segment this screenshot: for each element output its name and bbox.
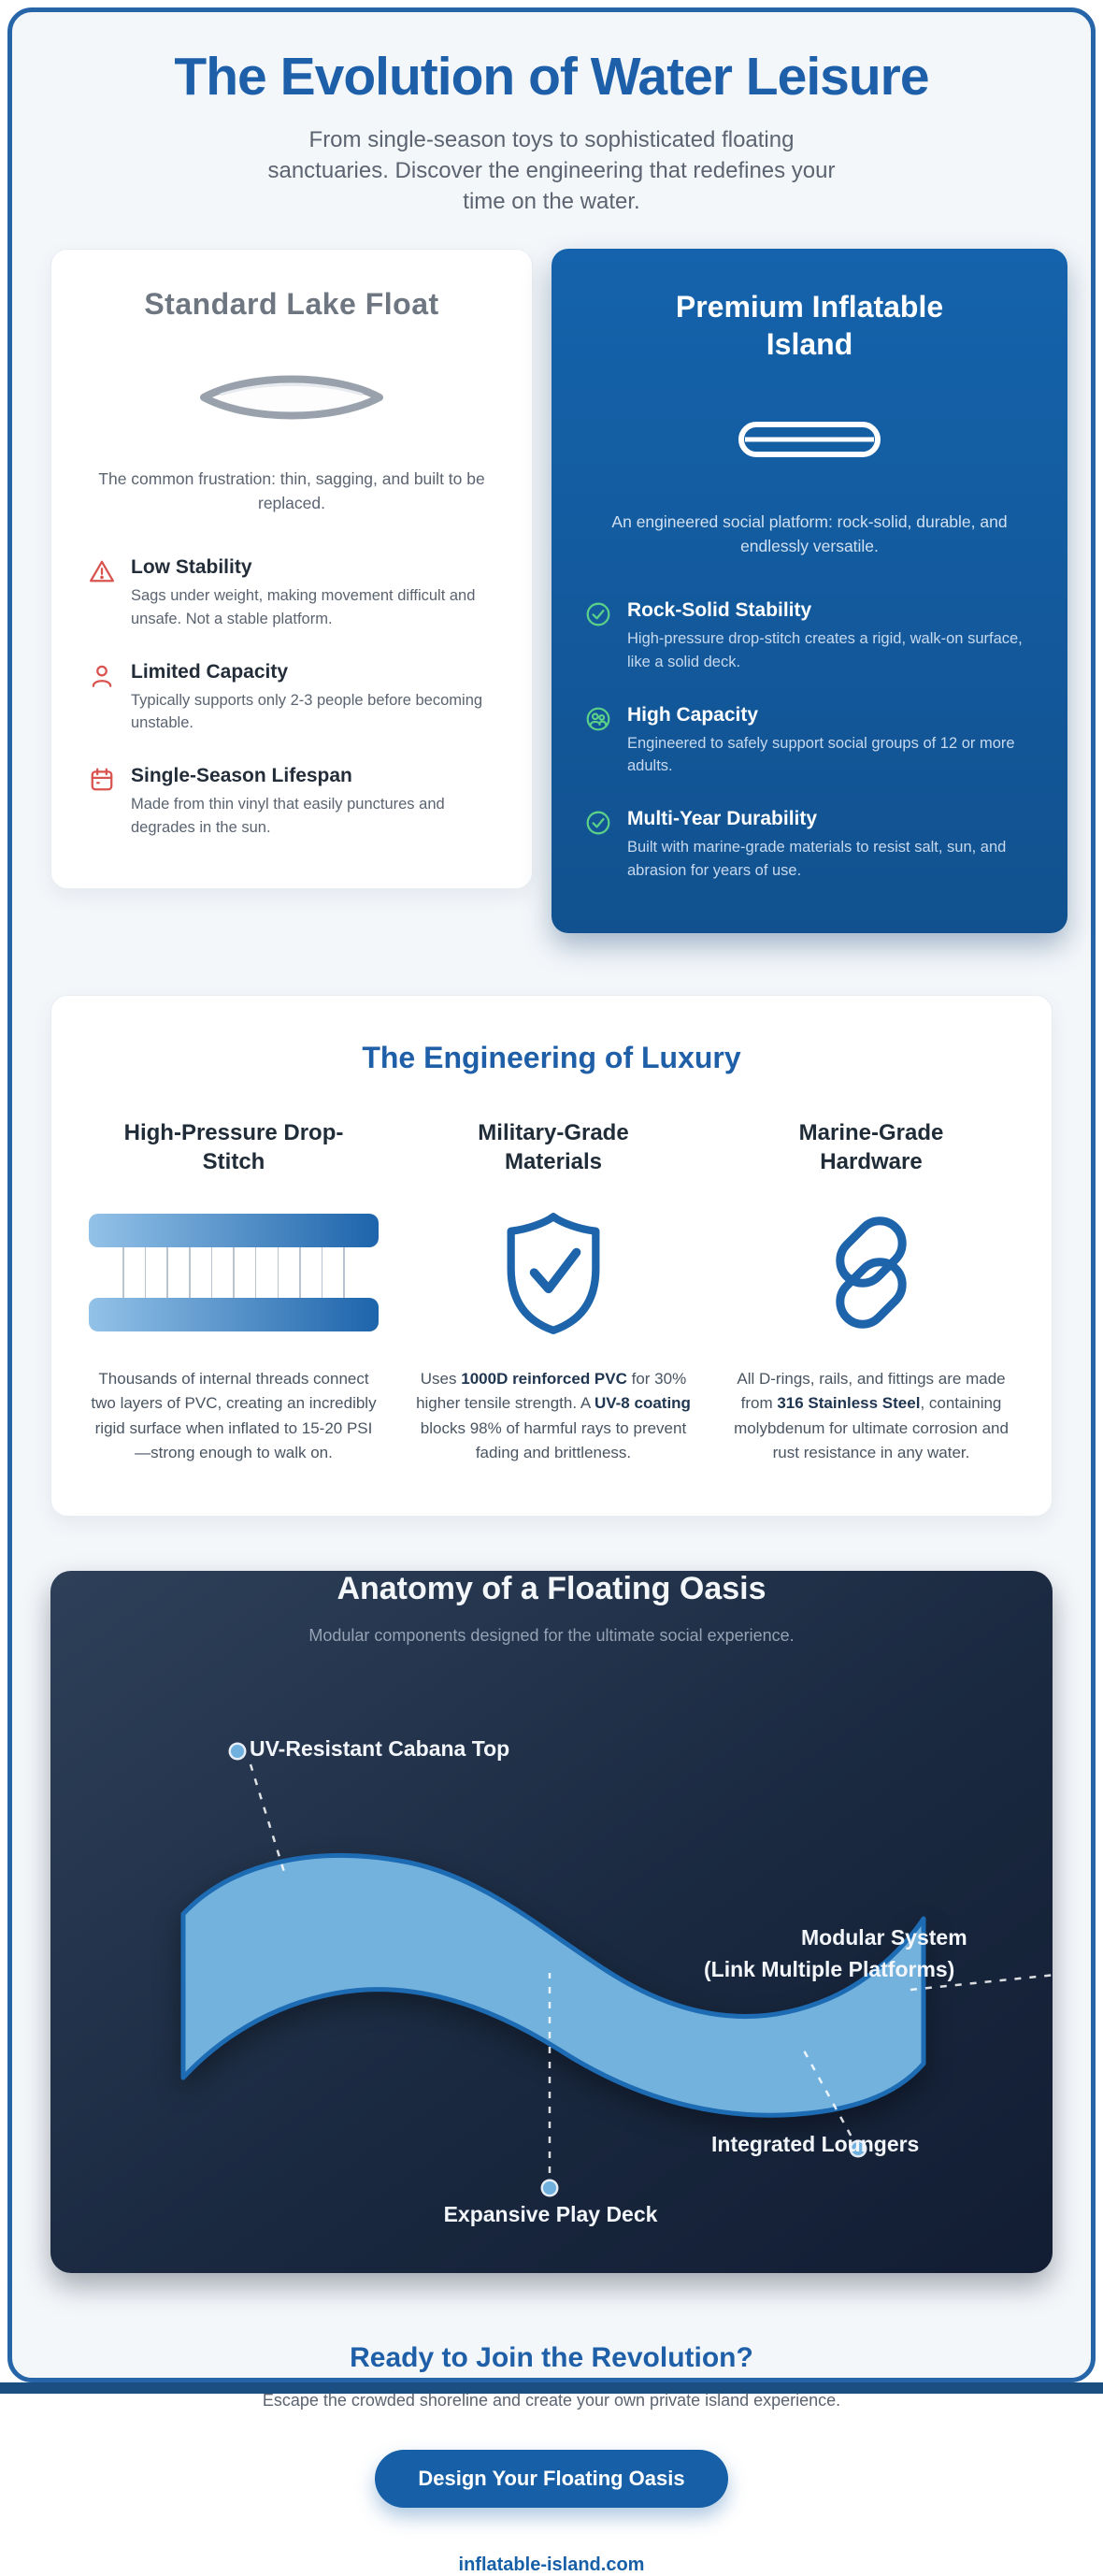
standard-card-title: Standard Lake Float	[144, 287, 439, 322]
premium-card-description: An engineered social platform: rock-solid, durable, and endlessly versatile.	[611, 512, 1008, 555]
check-circle-icon	[585, 808, 611, 883]
label-cabana-top: UV-Resistant Cabana Top	[250, 1736, 510, 1762]
engineering-column-dropstitch	[89, 1118, 379, 1466]
warning-triangle-icon	[89, 556, 115, 631]
label-play-deck: Expansive Play Deck	[443, 2202, 658, 2227]
engineering-title: The Engineering of Luxury	[362, 1040, 741, 1074]
page-frame	[7, 7, 1096, 2576]
column-title: Marine-Grade Hardware	[798, 1119, 944, 1174]
feature-text: Typically supports only 2-3 people before becoming unstable.	[131, 691, 483, 732]
list-item	[585, 704, 1039, 779]
list-item	[89, 556, 500, 631]
feature-text: Engineered to safely support social groups of 12 or more adults.	[627, 734, 1015, 775]
cta-title: Ready to Join the Revolution?	[350, 2342, 753, 2374]
website-domain: inflatable-island.com	[458, 2554, 645, 2576]
standard-card-description: The common frustration: thin, sagging, and built to be replaced.	[98, 469, 485, 512]
standard-feature-list	[83, 556, 500, 840]
comparison-section	[50, 249, 1053, 932]
design-oasis-button[interactable]: Design Your Floating Oasis	[375, 2450, 727, 2508]
users-circle-icon	[585, 704, 611, 779]
feature-title: Limited Capacity	[131, 660, 289, 683]
feature-title: Low Stability	[131, 556, 252, 579]
feature-text: Built with marine-grade materials to resist salt, sun, and abrasion for years of use.	[627, 839, 1007, 879]
feature-title: Single-Season Lifespan	[131, 765, 352, 787]
calendar-icon	[89, 765, 115, 840]
column-text: All D-rings, rails, and fittings are made from 316 Stainless Steel, containing molybdenum for ultimate corrosion and rust resistance in any water.	[734, 1369, 1009, 1461]
page-subtitle: From single-season toys to sophisticated floating sanctuaries. Discover the engineering that redefines your time on the water.	[267, 127, 836, 215]
shield-check-icon	[410, 1199, 696, 1346]
feature-title: Rock-Solid Stability	[627, 599, 812, 622]
feature-text: High-pressure drop-stitch creates a rigid, walk-on surface, like a solid deck.	[627, 630, 1023, 670]
deflated-float-icon	[83, 367, 500, 428]
anatomy-section	[50, 1571, 1053, 2273]
column-title: Military-Grade Materials	[478, 1119, 629, 1174]
label-integrated-loungers: Integrated Loungers	[711, 2132, 920, 2157]
check-circle-icon	[585, 599, 611, 674]
feature-text: Sags under weight, making movement difficult and unsafe. Not a stable platform.	[131, 587, 476, 627]
inflatable-platform-icon	[580, 421, 1039, 458]
standard-float-card	[50, 249, 533, 888]
list-item	[585, 808, 1039, 883]
list-item	[585, 599, 1039, 674]
list-item	[89, 765, 500, 840]
engineering-column-hardware	[728, 1118, 1014, 1466]
label-modular-system: Modular System (Link Multiple Platforms)	[704, 1925, 967, 1982]
column-text: Uses 1000D reinforced PVC for 30% higher tensile strength. A UV-8 coating blocks 98% of harmful rays to prevent fading and brittleness.	[416, 1369, 691, 1461]
page-header	[12, 12, 1091, 217]
person-icon	[89, 661, 115, 736]
feature-text: Made from thin vinyl that easily punctures and degrades in the sun.	[131, 796, 445, 836]
cta-section	[12, 2342, 1091, 2576]
column-title: High-Pressure Drop-Stitch	[123, 1119, 344, 1174]
list-item	[89, 661, 500, 736]
cta-subtitle: Escape the crowded shoreline and create your own private island experience.	[262, 2391, 841, 2411]
chain-link-icon	[728, 1199, 1014, 1346]
anatomy-subtitle: Modular components designed for the ultimate social experience.	[308, 1626, 795, 1646]
premium-feature-list	[580, 599, 1039, 883]
feature-title: High Capacity	[627, 703, 759, 726]
drop-stitch-icon	[89, 1199, 379, 1346]
engineering-section	[50, 995, 1053, 1518]
feature-title: Multi-Year Durability	[627, 808, 818, 830]
anatomy-title: Anatomy of a Floating Oasis	[337, 1571, 766, 1607]
column-text: Thousands of internal threads connect two layers of PVC, creating an incredibly rigid surface when inflated to 15-20 PSI—strong enough to walk on.	[91, 1369, 377, 1461]
page-title: The Evolution of Water Leisure	[174, 47, 929, 107]
engineering-column-materials	[410, 1118, 696, 1466]
premium-card-title: Premium Inflatable Island	[675, 290, 944, 362]
premium-island-card	[552, 249, 1067, 932]
